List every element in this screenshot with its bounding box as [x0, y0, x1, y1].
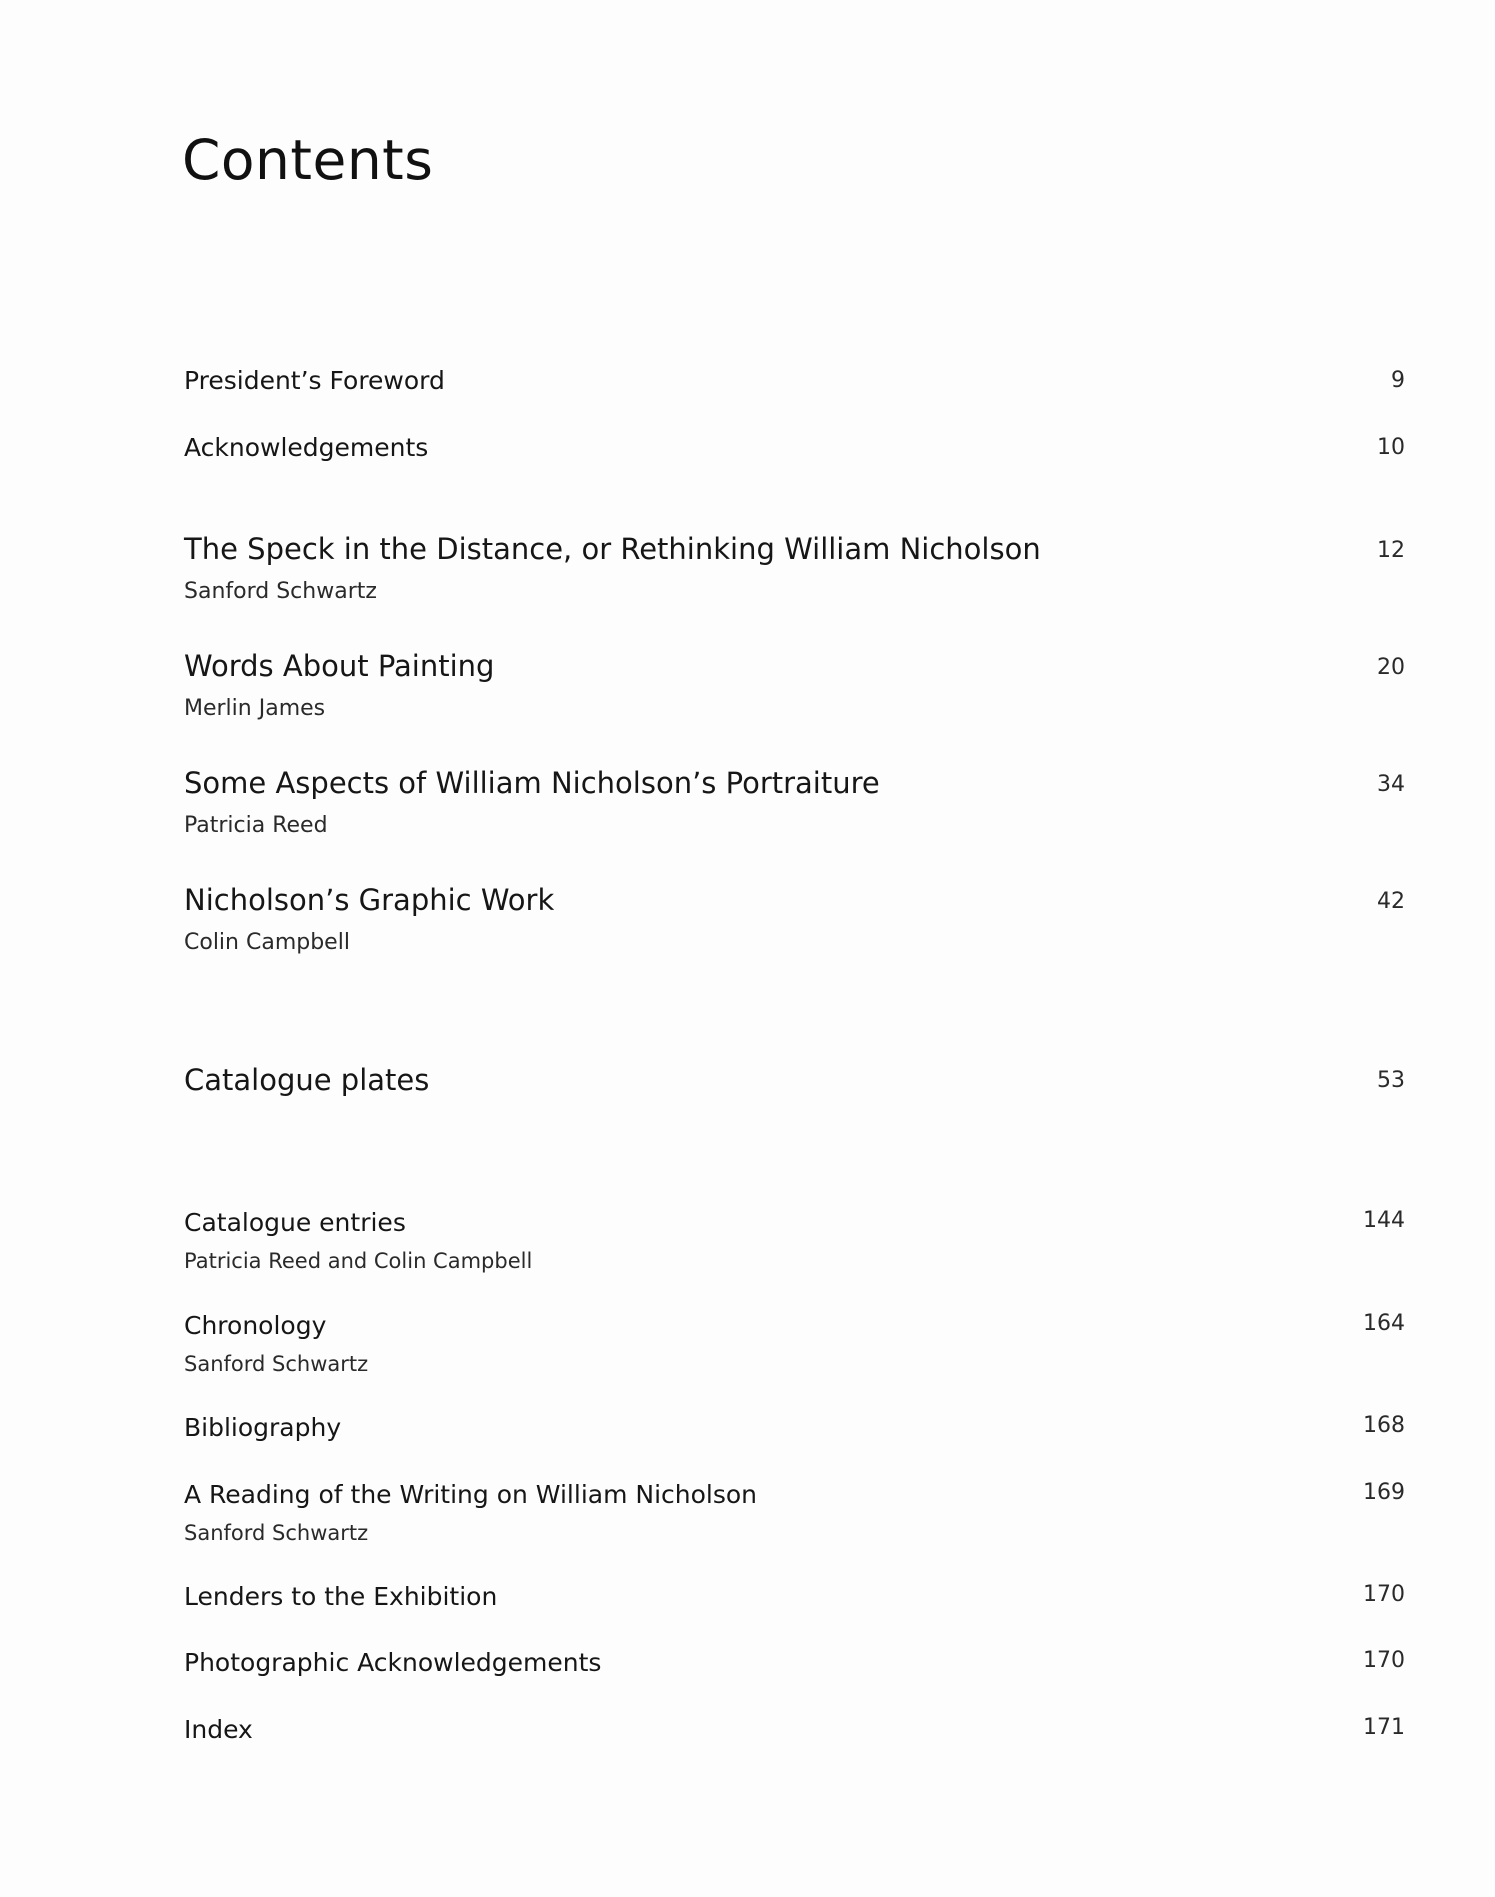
toc-entry-page: 10	[1377, 435, 1405, 460]
toc-entry-page: 12	[1377, 538, 1405, 563]
toc-entry-title: Chronology	[184, 1311, 327, 1340]
toc-entry-page: 169	[1363, 1480, 1405, 1505]
toc-entry-title: Lenders to the Exhibition	[184, 1582, 498, 1611]
toc-entry-author: Sanford Schwartz	[184, 579, 377, 604]
toc-entry-title: Photographic Acknowledgements	[184, 1648, 602, 1677]
toc-entry-title: Index	[184, 1715, 253, 1744]
toc-entry-author: Patricia Reed	[184, 813, 328, 838]
toc-entry-title: Nicholson’s Graphic Work	[184, 883, 555, 917]
toc-entry-page: 20	[1377, 655, 1405, 680]
toc-entry-title: President’s Foreword	[184, 366, 445, 395]
toc-entry-author: Patricia Reed and Colin Campbell	[184, 1249, 533, 1273]
toc-entry-author: Merlin James	[184, 696, 326, 721]
toc-entry-title: The Speck in the Distance, or Rethinking William Nicholson	[184, 532, 1041, 566]
toc-entry-page: 171	[1363, 1715, 1405, 1740]
toc-entry-page: 53	[1377, 1068, 1405, 1093]
toc-entry-title: Acknowledgements	[184, 433, 429, 462]
toc-entry-page: 34	[1377, 772, 1405, 797]
toc-entry-title: Bibliography	[184, 1413, 342, 1442]
toc-entry-page: 144	[1363, 1208, 1405, 1233]
toc-entry-page: 168	[1363, 1413, 1405, 1438]
toc-entry-title: A Reading of the Writing on William Nicholson	[184, 1480, 758, 1509]
toc-entry-author: Sanford Schwartz	[184, 1352, 369, 1376]
toc-entry-page: 164	[1363, 1311, 1405, 1336]
toc-entry-author: Colin Campbell	[184, 930, 350, 955]
toc-entry-page: 170	[1363, 1648, 1405, 1673]
toc-entry-page: 42	[1377, 889, 1405, 914]
toc-entry-title: Words About Painting	[184, 649, 495, 683]
toc-entry-page: 9	[1391, 368, 1405, 393]
toc-entry-page: 170	[1363, 1582, 1405, 1607]
toc-entry-title: Catalogue plates	[184, 1063, 430, 1097]
toc-entry-title: Catalogue entries	[184, 1208, 406, 1237]
toc-entry-title: Some Aspects of William Nicholson’s Portraiture	[184, 766, 880, 800]
toc-entry-author: Sanford Schwartz	[184, 1521, 369, 1545]
page-title: Contents	[182, 128, 434, 192]
